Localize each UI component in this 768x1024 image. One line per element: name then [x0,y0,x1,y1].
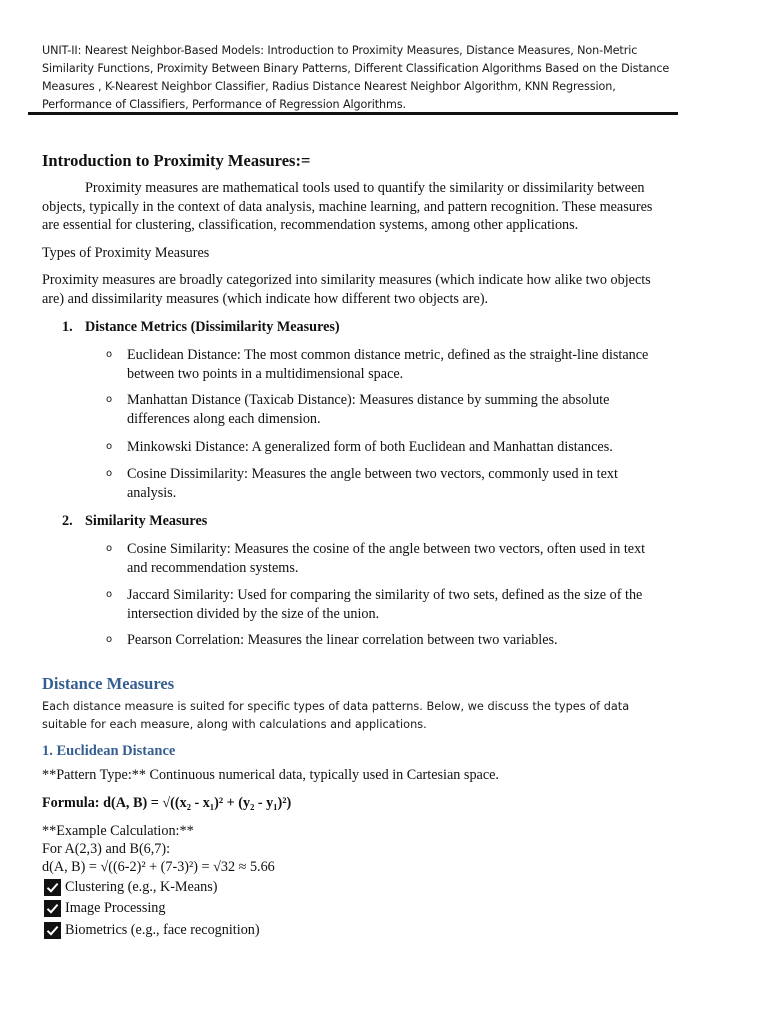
bullet-circle-icon: o [106,589,113,600]
checkmark-icon [44,900,61,917]
list-number: 2. [62,513,73,529]
formula-line: Formula: d(A, B) = √((x₂ - x₁)² + (y₂ - y₁)²) [42,795,292,811]
unit-header: UNIT-II: Nearest Neighbor-Based Models: Introduction to Proximity Measures, Distance Measures, Non-Metric Similarity Functions, Proximity Between Binary Patterns, Different Classification Algorithms Based on the Distance Measures , K-Nearest Neighbor Classifier, Radius Distance Nearest Neighbor Algorithm, KNN Regression, Performance of Classifiers, Performance of Regression Algorithms. [42,44,670,111]
intro-paragraph: Proximity measures are mathematical tools used to quantify the similarity or dissimilarity between objects, typically in the context of data analysis, machine learning, and pattern recognition. These measures are essential for clustering, classification, recommendation systems, among other applications. [42,180,653,233]
types-heading: Types of Proximity Measures [42,245,210,261]
list-item-text: Jaccard Similarity: Used for comparing the similarity of two sets, defined as the size of the intersection divided by the size of the union. [127,587,643,622]
example-points: For A(2,3) and B(6,7): [42,841,171,857]
checkmark-icon [44,879,61,896]
bullet-circle-icon: o [106,543,113,554]
checkmark-icon [44,922,61,939]
example-calculation: d(A, B) = √((6-2)² + (7-3)²) = √32 ≈ 5.66 [42,859,275,875]
list-item-text: Manhattan Distance (Taxicab Distance): Measures distance by summing the absolute differences along each dimension. [127,392,610,427]
list-item-text: Cosine Dissimilarity: Measures the angle between two vectors, commonly used in text analysis. [127,466,618,501]
list-item-text: Cosine Similarity: Measures the cosine of the angle between two vectors, often used in text and recommendation systems. [127,541,646,576]
bullet-circle-icon: o [106,394,113,405]
list-number: 1. [62,319,73,335]
euclidean-heading: 1. Euclidean Distance [42,743,176,759]
bullet-circle-icon: o [106,468,113,479]
application-label: Biometrics (e.g., face recognition) [65,922,260,938]
intro-heading: Introduction to Proximity Measures:= [42,151,311,170]
list-title: Similarity Measures [85,513,208,529]
bullet-circle-icon: o [106,441,113,452]
broad-paragraph: Proximity measures are broadly categorized into similarity measures (which indicate how alike two objects are) and dissimilarity measures (which indicate how different two objects are). [42,272,651,307]
application-label: Image Processing [65,900,166,916]
list-heading-similarity-measures [62,512,207,530]
example-label: **Example Calculation:** [42,823,194,839]
list-item-text: Minkowski Distance: A generalized form of both Euclidean and Manhattan distances. [127,439,613,455]
bullet-circle-icon: o [106,349,113,360]
pattern-type-line: **Pattern Type:** Continuous numerical data, typically used in Cartesian space. [42,767,499,783]
list-item-text: Pearson Correlation: Measures the linear correlation between two variables. [127,632,558,648]
distance-measures-heading: Distance Measures [42,674,175,693]
application-label: Clustering (e.g., K-Means) [65,879,218,895]
distance-measures-intro: Each distance measure is suited for specific types of data patterns. Below, we discuss the types of data suitable for each measure, along with calculations and applications. [42,700,630,731]
list-title: Distance Metrics (Dissimilarity Measures) [85,319,340,335]
header-divider [28,112,678,115]
bullet-circle-icon: o [106,634,113,645]
list-item-text: Euclidean Distance: The most common distance metric, defined as the straight-line distance between two points in a multidimensional space. [127,347,649,382]
list-heading-distance-metrics [62,318,340,336]
